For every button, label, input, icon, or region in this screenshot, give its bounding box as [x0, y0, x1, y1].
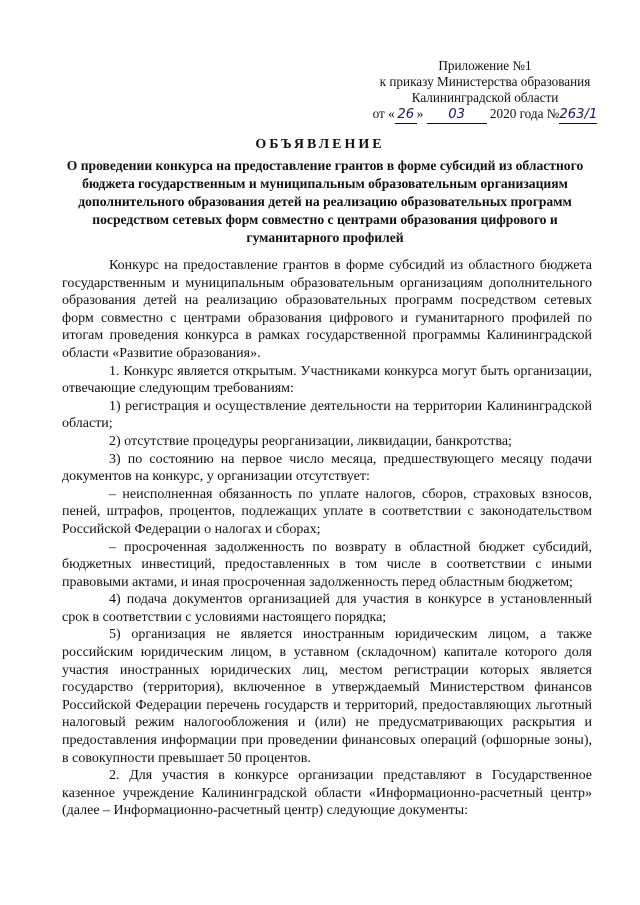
- paragraph-2: 2. Для участия в конкурсе организации представляют в Государственное казенное учреждение Калининградской области «Информационно-расчетный центр» (далее – Информационно-расчетный центр) следующие документы:: [62, 768, 592, 819]
- paragraph-req-1: 1) регистрация и осуществление деятельности на территории Калининградской области;: [62, 398, 592, 432]
- paragraph-1: 1. Конкурс является открытым. Участниками конкурса могут быть организации, отвечающие следующим требованиям:: [62, 363, 592, 397]
- appendix-block: [360, 58, 610, 124]
- date-month: 03: [427, 107, 487, 124]
- date-prefix: от «: [372, 106, 395, 121]
- appendix-order-ref: к приказу Министерства образования: [379, 74, 591, 89]
- date-day: 26: [395, 107, 417, 124]
- appendix-title: Приложение №1: [438, 58, 532, 73]
- date-mid: »: [416, 106, 427, 121]
- date-year: 2020 года №: [486, 106, 560, 121]
- paragraph-intro: Конкурс на предоставление грантов в форме субсидий из областного бюджета государственным и муниципальным образовательным организациям дополнительного образования детей на реализацию образовательных программ посредством сетевых форм совместно с центрами образования цифрового и гуманитарного профилей по итогам проведения конкурса в рамках государственной программы Калининградской области «Развитие образования».: [62, 258, 592, 361]
- paragraph-req-4: 4) подача документов организацией для участия в конкурсе в установленный срок в соответствии с условиями настоящего порядка;: [62, 592, 592, 625]
- order-number: 263/1: [559, 107, 598, 122]
- paragraph-req-3: 3) по состоянию на первое число месяца, предшествующего месяцу подачи документов на конкурс, у организации отсутствует:: [62, 451, 592, 485]
- paragraph-req-5: 5) организация не является иностранным юридическим лицом, а также российским юридическим лицом, в уставном (складочном) капитале которого доля участия иностранных юридических лиц, местом регистрации которых является государство (территория), включенное в утверждаемый Министерством финансов Российской Федерации перечень государств и территорий, предоставляющих льготный налоговый режим налогообложения и (или) не предусматривающих раскрытия и предоставления информации при проведении финансовых операций (офшорные зоны), в совокупности превышает 50 процентов.: [62, 627, 592, 766]
- announcement-heading: ОБЪЯВЛЕНИЕ: [255, 137, 385, 152]
- appendix-region: Калининградской области: [411, 90, 559, 105]
- announcement-title: О проведении конкурса на предоставление грантов в форме субсидий из областного бюджета государственным и муниципальным образовательным организациям дополнительного образования детей на реализацию образовательных программ посредством сетевых форм совместно с центрами образования цифрового и гуманитарного профилей: [66, 158, 584, 245]
- document-body: [62, 257, 592, 820]
- paragraph-req-3-a: – неисполненная обязанность по уплате налогов, сборов, страховых взносов, пеней, штрафов, процентов, подлежащих уплате в соответствии с законодательством Российской Федерации о налогах и сборах;: [62, 486, 592, 537]
- appendix-date-line: [360, 106, 610, 124]
- paragraph-req-2: 2) отсутствие процедуры реорганизации, ликвидации, банкротства;: [109, 433, 512, 449]
- paragraph-req-3-b: – просроченная задолженность по возврату в областной бюджет субсидий, бюджетных инвестиций, предоставленных в том числе в соответствии с иными правовыми актами, и иная просроченная задолженность перед областным бюджетом;: [62, 539, 592, 590]
